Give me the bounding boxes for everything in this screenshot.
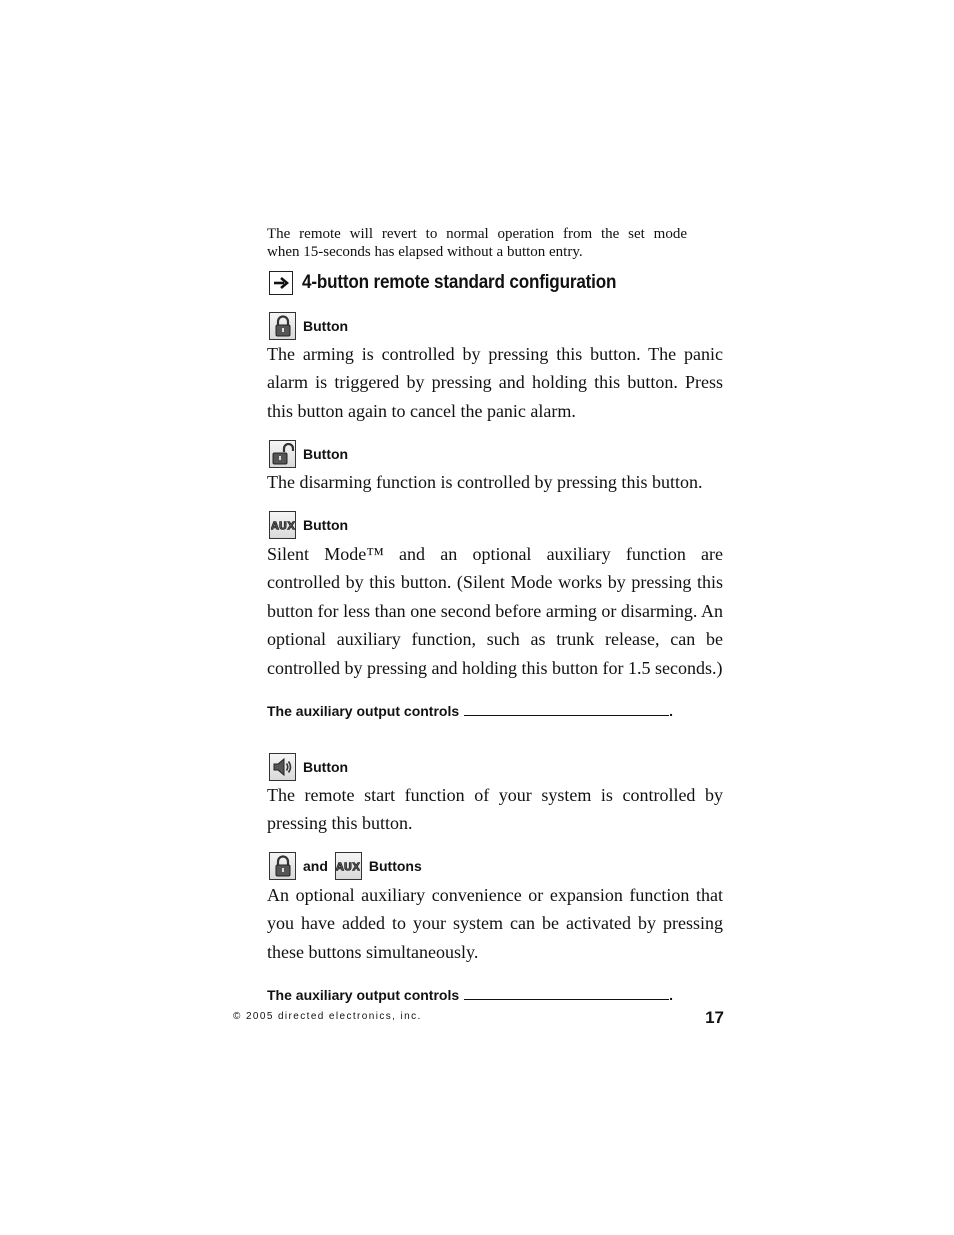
lock-aux-buttons-label-row (269, 851, 422, 881)
aux-output-question-2 (267, 987, 673, 1003)
arrow-right-icon (269, 271, 293, 295)
aux-icon (269, 511, 296, 539)
question-text: The auxiliary output controls (267, 703, 460, 719)
button-label: Button (303, 759, 349, 775)
speaker-icon (269, 753, 296, 781)
lock-icon (269, 852, 296, 880)
svg-text:AUX: AUX (336, 861, 361, 874)
intro-line-1: The remote will revert to normal operation from the set mode (267, 226, 687, 242)
buttons-label: Buttons (368, 858, 422, 874)
svg-text:AUX: AUX (270, 520, 295, 533)
button-label: Button (303, 517, 349, 533)
lock-aux-buttons-description: An optional auxiliary convenience or expansion function that you have added to your system can be activated by pressing these buttons simultaneously. (267, 885, 723, 962)
question-text: The auxiliary output controls (267, 987, 460, 1003)
lock-button-label-row (269, 311, 348, 341)
unlock-button-description: The disarming function is controlled by pressing this button. (267, 472, 703, 492)
aux-button-description: Silent Mode™ and an optional auxiliary function are controlled by this button. (Silent Mode works by pressing this button for less than one second before arming or disarming. An optional auxiliary function, such as trunk release, can be controlled by pressing and holding this button for 1.5 seconds.) (267, 544, 723, 678)
aux-button-label-row (269, 510, 348, 540)
unlock-icon (269, 440, 296, 468)
copyright-notice: © 2005 directed electronics, inc. (233, 1011, 422, 1022)
lock-icon (269, 312, 296, 340)
question-period: . (669, 987, 674, 1003)
section-heading (269, 269, 651, 297)
section-heading-text: 4-button remote standard configuration (302, 272, 617, 293)
aux-icon (335, 852, 362, 880)
speaker-button-label-row (269, 752, 348, 782)
intro-paragraph (267, 225, 687, 261)
answer-blank[interactable] (464, 987, 669, 1000)
and-label: and (303, 858, 328, 874)
unlock-button-label-row (269, 439, 348, 469)
answer-blank[interactable] (464, 703, 669, 716)
button-label: Button (303, 318, 349, 334)
question-period: . (669, 703, 674, 719)
speaker-button-description: The remote start function of your system is controlled by pressing this button. (267, 785, 723, 834)
aux-output-question (267, 703, 673, 719)
page-number: 17 (705, 1008, 724, 1027)
lock-button-description: The arming is controlled by pressing this button. The panic alarm is triggered by pressing and holding this button. Press this button again to cancel the panic alarm. (267, 344, 723, 421)
intro-line-2: when 15-seconds has elapsed without a button entry. (267, 244, 583, 260)
button-label: Button (303, 446, 349, 462)
